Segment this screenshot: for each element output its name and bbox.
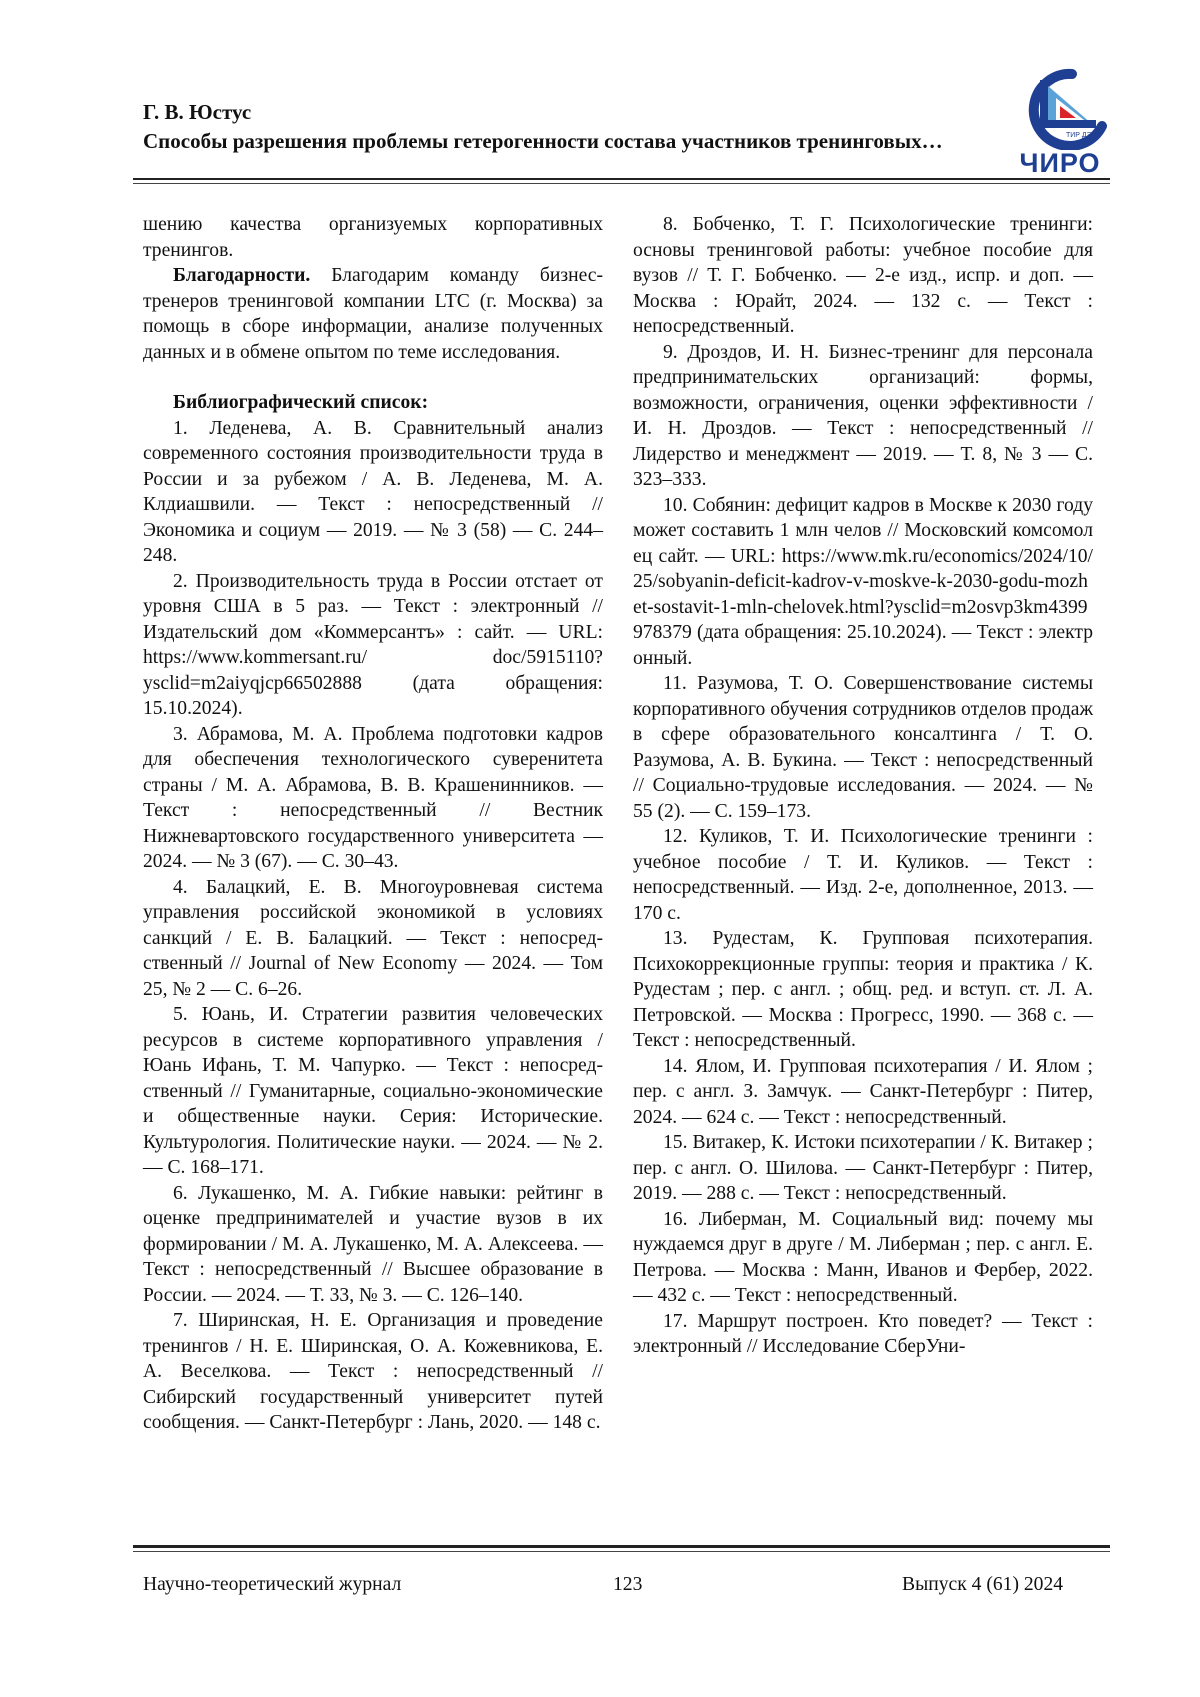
reference-item: 13. Рудестам, К. Групповая психотерапия. Психокоррекционные группы: теория и практика / К. Рудестам ; пер. с англ. ; общ. ред. и вступ. ст. Л. А. Петровской. — Москва : Прогресс, 1990. — 368 с. — Текст : непосредственный.: [633, 928, 1093, 1051]
reference-item: 5. Юань, И. Стратегии развития человеческих ресурсов в системе корпоративного управления / Юань Ифань, Т. М. Чапурко. — Текст : непосредственный // Гуманитарные, социально-экономические и общественные науки. Серия: Исторические. Культурология. Политические науки. — 2024. — № 2. — С. 168–171.: [143, 1004, 603, 1178]
reference-item: 9. Дроздов, И. Н. Бизнес-тренинг для персонала предпринимательских организаций: формы, возможности, ограничения, оценки эффективности / И. Н. Дроздов. — Текст : непосредственный // Лидерство и менеджмент — 2019. — Т. 8, № 3 — С. 323–333.: [633, 341, 1093, 490]
reference-item: 8. Бобченко, Т. Г. Психологические тренинги: основы тренинговой работы: учебное пособие для вузов // Т. Г. Бобченко. — 2-е изд., испр. и доп. — Москва : Юрайт, 2024. — 132 с. — Текст : непосредственный.: [633, 214, 1093, 337]
page-number: 123: [613, 1574, 643, 1595]
reference-item: 14. Ялом, И. Групповая психотерапия / И. Ялом ; пер. с англ. З. Замчук. — Санкт-Петербург : Питер, 2024. — 624 с. — Текст : непосредственный.: [633, 1055, 1093, 1128]
reference-item: 10. Собянин: дефицит кадров в Москве к 2030 году может составить 1 млн челов // Московский комсомолец сайт. — URL: https://www.mk.ru/economics/2024/10/25/sobyanin-deficit-kadrov-v-moskve-k-2030-godu-mozhet-sostavit-1-mln-chelovek.html?ysclid=m2osvp3km4399978379 (дата обращения: 25.10.2024). — Текст : электронный.: [633, 494, 1093, 669]
footer-rule: [133, 1545, 1110, 1548]
reference-item: 6. Лукашенко, М. А. Гибкие навыки: рейтинг в оценке предпринимателей и участие вузов в их формировании / М. А. Лукашенко, М. А. Алексеева. — Текст : непосредственный // Высшее образование в России. — 2024. — Т. 33, № 3. — С. 126–140.: [143, 1182, 603, 1306]
journal-name: Научно-теоретический журнал: [143, 1574, 402, 1595]
reference-item: 11. Разумова, Т. О. Совершенствование системы корпоративного обучения сотрудников отделов продаж в сфере образовательного консалтинга / Т. О. Разумова, А. В. Букина. — Текст : непосредственный // Социально-трудовые исследования. — 2024. — № 55 (2). — С. 159–173.: [633, 673, 1093, 822]
issue-info: Выпуск 4 (61) 2024: [902, 1574, 1064, 1595]
reference-item: 16. Либерман, М. Социальный вид: почему мы нуждаемся друг в друге / М. Либерман ; пер. с англ. Е. Петрова. — Москва : Манн, Иванов и Фербер, 2022. — 432 с. — Текст : непосредственный.: [633, 1208, 1093, 1306]
logo-small-text: ТИР ДЭВ: [1066, 132, 1097, 139]
page-header: [143, 98, 1033, 156]
footer-rule-thin: [133, 1551, 1110, 1552]
reference-item: 12. Куликов, Т. И. Психологические тренинги : учебное пособие / Т. И. Куликов. — Текст : непосредственный. — Изд. 2-е, дополненное, 2013. — 170 с.: [633, 826, 1093, 924]
author-name: Г. В. Юстус: [143, 100, 252, 124]
left-column: [143, 212, 603, 1436]
article-title: Способы разрешения проблемы гетерогенности состава участников тренинговых…: [143, 129, 943, 153]
logo-text: ЧИРО: [1019, 148, 1101, 178]
reference-item: 4. Балацкий, Е. В. Многоуровневая система управления российской экономикой в условиях санкций / Е. В. Балацкий. — Текст : непосредственный // Journal of New Economy — 2024. — Том 25, № 2 — С. 6–26.: [143, 876, 603, 1000]
reference-item: 2. Производительность труда в России отстает от уровня США в 5 раз. — Текст : электронный // Издательский дом «Коммерсантъ» : сайт. — URL: https://www.kommersant.ru/ doc/5915110?ysclid=m2aiyqjcp66502888 (дата обращения: 15.10.2024).: [143, 570, 603, 719]
reference-item: 1. Леденева, А. В. Сравнительный анализ современного состояния производительности труда в России и за рубежом / А. В. Леденева, М. А. Клдиашвили. — Текст : непосредственный // Экономика и социум — 2019. — № 3 (58) — С. 244–248.: [143, 417, 603, 566]
intro-paragraph: шению качества организуемых корпоративных тренингов.: [143, 214, 603, 261]
header-rule: [133, 178, 1110, 180]
bibliography-heading: Библиографический список:: [173, 392, 429, 413]
reference-item: 3. Абрамова, М. А. Проблема подготовки кадров для обеспечения технологического суверенитета страны / М. А. Абрамова, В. В. Крашенинников. — Текст : непосредственный // Вестник Нижневартовского государственного университета — 2024. — № 3 (67). — С. 30–43.: [143, 723, 603, 872]
reference-item: 15. Витакер, К. Истоки психотерапии / К. Витакер ; пер. с англ. О. Шилова. — Санкт-Петербург : Питер, 2019. — 288 с. — Текст : непосредственный.: [633, 1132, 1093, 1204]
right-column: [633, 212, 1093, 1360]
reference-item: 7. Ширинская, Н. Е. Организация и проведение тренингов / Н. Е. Ширинская, О. А. Кожевникова, Е. А. Веселкова. — Текст : непосредственный // Сибирский государственный университет путей сообщения. — Санкт-Петербург : Лань, 2020. — 148 с.: [143, 1310, 603, 1433]
journal-logo: [1010, 68, 1110, 178]
header-rule-thin: [133, 183, 1110, 184]
reference-item: 17. Маршрут построен. Кто поведет? — Текст : электронный // Исследование СберУни-: [633, 1310, 1093, 1357]
acknowledgements-paragraph: [143, 263, 603, 365]
acknowledgements-label: Благодарности.: [173, 265, 311, 286]
acknowledgements-text: Благодарим команду бизнес-тренеров тренинговой компании LTC (г. Москва) за помощь в сборе информации, анализе полученных данных и в обмене опытом по теме исследования.: [143, 265, 603, 363]
